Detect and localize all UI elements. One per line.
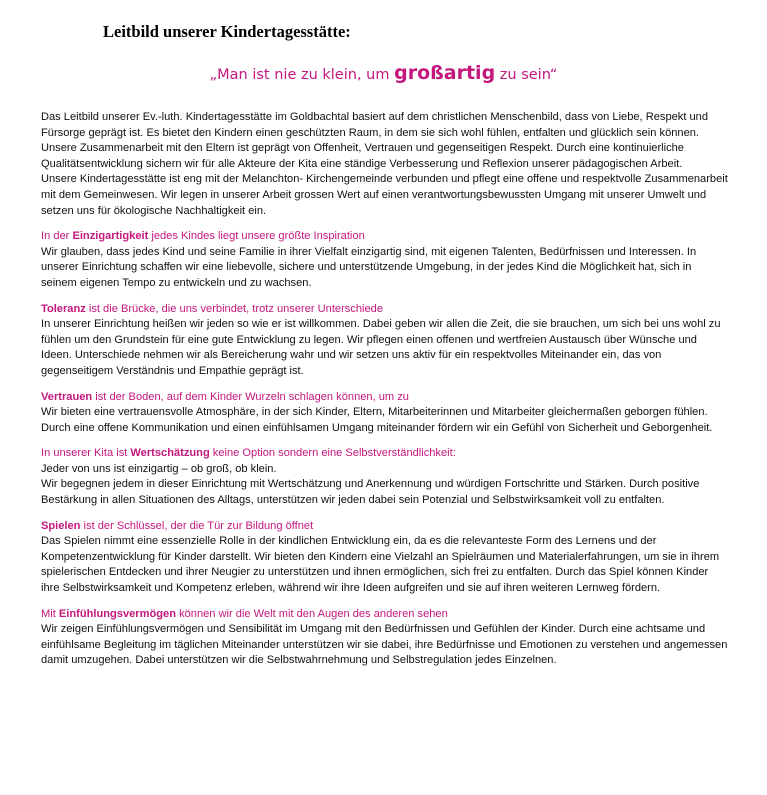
section-paragraph: Jeder von uns ist einzigartig – ob groß, ob klein.: [41, 462, 277, 475]
section-paragraph: Wir glauben, dass jedes Kind und seine Familie in ihrer Vielfalt einzigartig sind, mit eigenen Talenten, Bedürfnissen und Interessen. In unserer Einrichtung schaffen wir eine liebevolle, sichere und unterstützende Umgebung, in der jedes Kind die Möglichkeit hat, sich in seinem eigenen Tempo zu entwickeln und zu wachsen.: [41, 245, 697, 289]
section-einfuehlungsvermoegen: [41, 607, 729, 669]
motto-before: „Man ist nie zu klein, um: [209, 67, 395, 83]
heading-keyword: Spielen: [41, 519, 81, 532]
section-paragraph: Wir begegnen jedem in dieser Einrichtung mit Wertschätzung und Anerkennung und würdigen Fortschritte und Stärken. Durch positive Bestärkung in allen Situationen des Alltags, unterstützen wir jeden dabei sein Potenzial und Selbstwirksamkeit voll zu entfalten.: [41, 478, 700, 507]
heading-text: In unserer Kita ist: [41, 447, 131, 460]
intro-paragraph: Unsere Kindertagesstätte ist eng mit der Melanchton- Kirchengemeinde verbunden und pflegt eine offene und respektvolle Zusammenarbeit mit dem Gemeinwesen. Wir legen in unserer Arbeit grossen Wert auf einen verantwortungsbewussten Umgang mit unserer Umwelt und setzen uns für ökologische Nachhaltigkeit ein.: [41, 173, 728, 217]
heading-keyword: Wertschätzung: [130, 447, 210, 460]
heading-text: können wir die Welt mit den Augen des anderen sehen: [175, 607, 448, 620]
section-paragraph: Das Spielen nimmt eine essenzielle Rolle in der kindlichen Entwicklung ein, da es die relevanteste Form des Lernens und der Kompetenzentwicklung für Kinder darstellt. Wir bieten den Kindern eine Vielzahl an Spielräumen und Materialerfahrungen, um sie in ihrem spielerischen Entdecken und ihrer Neugier zu unterstützen und ihnen ermöglichen, sich frei zu entfalten. Durch das Spiel können Kinder ihre Selbstwirksamkeit und Kompetenz erleben, während wir ihre Ideen aufgreifen und sie auf ihren weiteren Lernweg fördern.: [41, 535, 720, 595]
section-heading: [41, 446, 729, 462]
heading-text: keine Option sondern eine Selbstverständlichkeit:: [209, 447, 456, 460]
document-body: [41, 110, 729, 669]
heading-text: In der: [41, 230, 73, 243]
section-spielen: [41, 519, 729, 597]
motto-emphasis: großartig: [394, 62, 496, 84]
section-heading: [41, 229, 729, 245]
section-wertschaetzung: [41, 446, 729, 508]
section-heading: [41, 607, 729, 623]
heading-keyword: Vertrauen: [41, 390, 93, 403]
section-heading: [41, 302, 729, 318]
heading-keyword: Einfühlungsvermögen: [58, 607, 176, 620]
heading-text: ist der Schlüssel, der die Tür zur Bildung öffnet: [80, 519, 314, 532]
intro-paragraph: Das Leitbild unserer Ev.-luth. Kindertagesstätte im Goldbachtal basiert auf dem christlichen Menschenbild, dass von Liebe, Respekt und Fürsorge geprägt ist. Es bietet den Kindern einen geschützten Raum, in dem sie sich wohl fühlen, entfalten und glücklich sein können. Unsere Zusammenarbeit mit den Eltern ist geprägt von Offenheit, Vertrauen und gegenseitigen Respekt. Durch eine kontinuierliche Qualitätsentwicklung sichern wir für alle Akteure der Kita eine ständige Verbesserung und Reflexion unserer pädagogischen Arbeit.: [41, 111, 709, 170]
heading-text: Mit: [41, 607, 59, 620]
intro: [41, 110, 729, 219]
heading-text: jedes Kindes liegt unsere größte Inspiration: [148, 230, 365, 243]
section-toleranz: [41, 302, 729, 380]
section-vertrauen: [41, 390, 729, 437]
section-einzigartigkeit: [41, 229, 729, 291]
motto-after: zu sein“: [495, 67, 558, 83]
section-heading: [41, 390, 729, 406]
heading-text: ist die Brücke, die uns verbindet, trotz unserer Unterschiede: [85, 302, 384, 315]
section-heading: [41, 519, 729, 535]
heading-keyword: Toleranz: [41, 302, 86, 315]
section-paragraph: Wir zeigen Einfühlungsvermögen und Sensibilität im Umgang mit den Bedürfnissen und Gefühlen der Kinder. Durch eine achtsame und einfühlsame Begleitung im täglichen Miteinander unterstützen wir sie dabei, ihre Bedürfnisse und Emotionen zu verstehen und angemessen damit umzugehen. Dabei unterstützen wir die Selbstwahrnehmung und Selbstregulation jedes Einzelnen.: [41, 623, 728, 667]
heading-text: ist der Boden, auf dem Kinder Wurzeln schlagen können, um zu: [92, 390, 409, 403]
page-title: Leitbild unserer Kindertagesstätte:: [103, 22, 351, 41]
motto: [0, 62, 767, 84]
heading-keyword: Einzigartigkeit: [72, 230, 149, 243]
section-paragraph: In unserer Einrichtung heißen wir jeden so wie er ist willkommen. Dabei geben wir allen die Zeit, die sie brauchen, um sich bei uns wohl zu fühlen um den Grundstein für eine gute Entwicklung zu legen. Wir pflegen einen offenen und wertfreien Austausch über Wünsche und Ideen. Unterschiede nehmen wir als Bereicherung wahr und wir setzen uns aktiv für ein respektvolles Miteinander ein, das von gegenseitigem Verständnis und Empathie geprägt ist.: [41, 318, 721, 377]
section-paragraph: Wir bieten eine vertrauensvolle Atmosphäre, in der sich Kinder, Eltern, Mitarbeiterinnen und Mitarbeiter gleichermaßen geborgen fühlen. Durch eine offene Kommunikation und einen einfühlsamen Umgang miteinander fördern wir ein Gefühl von Sicherheit und Geborgenheit.: [41, 406, 713, 434]
